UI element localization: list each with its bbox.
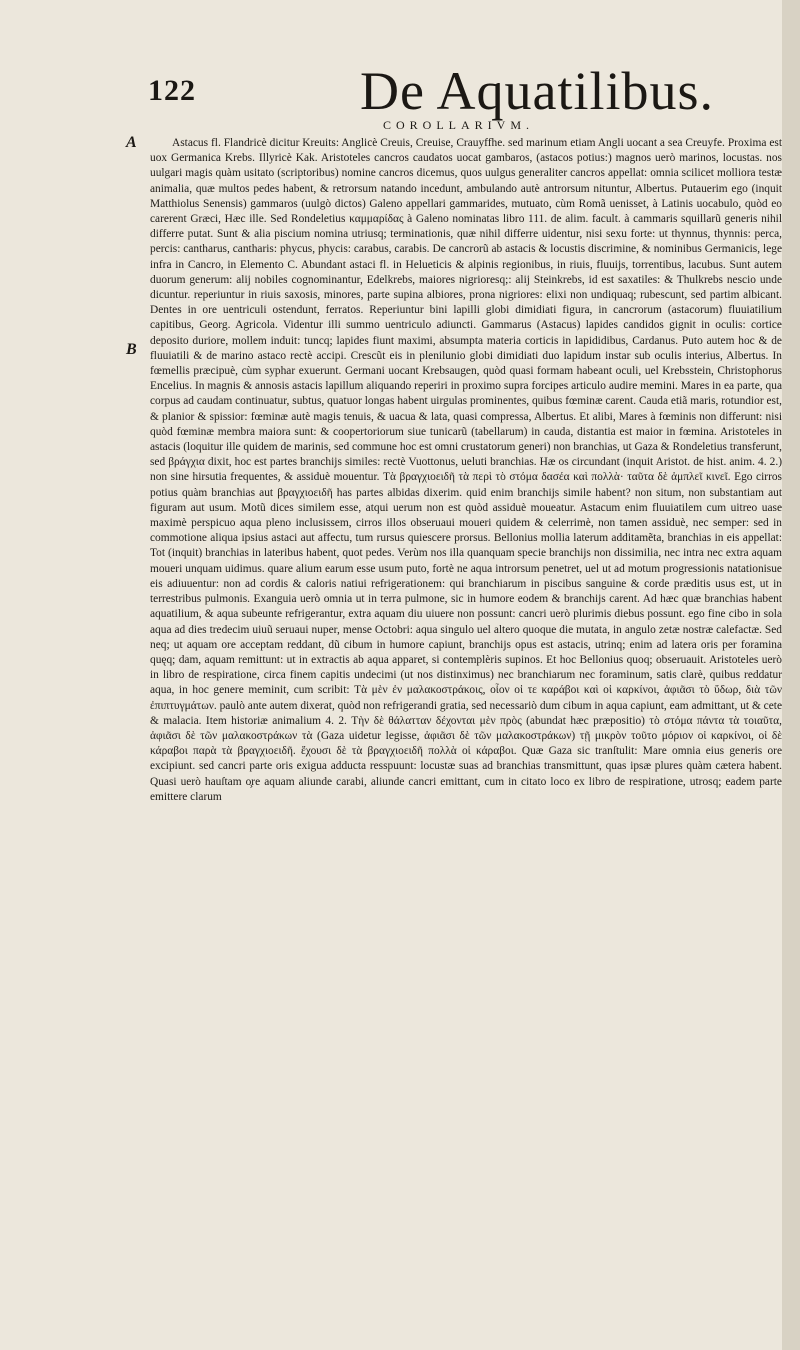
page-number: 122 <box>148 74 196 107</box>
running-head: De Aquatilibus. <box>360 61 714 121</box>
section-heading: COROLLARIVM. <box>383 118 535 132</box>
margin-letter-b: B <box>126 341 137 358</box>
margin-letter-a: A <box>126 134 137 151</box>
page-gutter <box>782 0 800 1350</box>
body-paragraph: Astacus fl. Flandricè dicitur Kreuits: Anglicè Creuis, Creuise, Crauyffhe. sed marinum etiam Angli uocant a sea Creuyfe. Proxima est uox Germanica Krebs. Illyricè Kak. Aristoteles cancros caudatos uocat gambaros, (astacos potius:) magnos uerò marinos, locustas. nos uulgari magis quàm usitato (scriptoribus) nomine cancros dicemus, quos uulgus generaliter cancros appellat: omnia scilicet molliora testæ animalia, quæ multos pedes habent, & retrorsum natando incedunt, ambulando autè antrorsum nituntur, Albertus. Putauerim ego (inquit Matthiolus Senensis) gammaros (uulgò dictos) Galeno appellari gammarides, mutuato, cùm Romã uenisset, à Latinis uocabulo, quòd eo carerent Græci, Hæc ille. Sed Rondeletius καμμαρίδας à Galeno nominatas libro 111. de alim. facult. à cammaris squillarũ generis nihil differre putat. Sunt & alia piscium nomina utriusq; terminationis, quæ nihil differre uidentur, nisi sexu forte: ut thynnus, thynnis: perca, percis: cantharus, cantharis: phycus, phycis: carabus, carabis. De cancrorũ ab astacis & locustis discrimine, & nominibus Germanicis, lege infra in Cancro, in Elemento C. Abundant astaci fl. in Helueticis & alpinis regionibus, in riuis, fluuijs, torrentibus, lacubus. Sunt autem duorum generum: alij nobiles cognominantur, Edelkrebs, maiores nigrioresq;: alij Steinkrebs, id est saxatiles: & Thulkrebs nescio unde dicuntur. reperiuntur in riuis saxosis, minores, parte supina albiores, prona nigriores: elixi non undiquaq; rubescunt, sed partim albicant. Dentes in ore uentriculi ostendunt, ferratos. Reperiuntur bini lapilli globi dimidiati figura, in cancrorum (astacorum) fluuiatilium capitibus, Georg. Agricola. Videntur illi summo uentriculo adiuncti. Gammarus (Astacus) lapides candidos gignit in oculis: cortice deposito duriore, mollem induit: tuncq; lapides fiunt maximi, absumpta materia corticis in lapididibus, Cardanus. Puto autem hoc & de fluuiatili & de marino astaco rectè accipi. Crescũt eis in plenilunio globi dimidiati duo lapidum instar sub oculis interius, Albertus. In fœmellis præcipuè, cùm syphar exuerunt. Germani uocant Krebsaugen, quòd quasi formam habeant oculi, uel Krebsstein, Christophorus Encelius. In magnis & annosis astacis lapillum aliquando reperiri in proximo supra forcipes articulo audire memini. Mares in ea parte, qua corpus ad caudam continuatur, subtus, quatuor longas habent uirgulas prominentes, quibus fœminæ carent. Cauda etiã maris, rotundior est, & planior & spissior: fœminæ autè magis tenuis, & uacua & lata, quasi compressa, Albertus. Et alibi, Mares à fœminis non differunt: nisi quòd fœminæ membra maiora sunt: & coopertoriorum siue tunicarũ (tabellarum) in cauda, distantia est maior in fœmina. Aristoteles in astacis (loquitur ille quidem de marinis, sed commune hoc est omni crustatorum generi) non branchias, ut Gaza & Rondeletius transferunt, sed βράγχια dixit, hoc est partes branchijs similes: rectè Vuottonus, ueluti branchias. Hæ os circundant (inquit Aristot. de hist. anim. 4. 2.) non sine hirsutia frequentes, & assiduè mouentur. Τὰ βραγχιοειδῆ τὰ περὶ τὸ στόμα δασέα καὶ πολλὰ· ταῦτα δὲ ἀμπλεῖ κινεῖ. Ego cirros potius quàm branchias aut βραγχιοειδῆ has partes albidas dixerim. quid enim branchijs simile habent? non situm, non substantiam aut figuram aut usum. Motũ dices similem esse, atqui uerum non est quòd assiduè moueatur. Astacum enim fluuiatilem cum uitreo uase maximè perspicuo aqua pleno inclusissem, cirros illos obseruaui moueri quidem & celerrimè, non tamen assiduè, nec semper: sed in commotione aliqua ipsius astaci aut affectu, tum rursus quiescere prorsus. Bellonius mollia laterum additamẽta, branchias in eis appellat: Tot (inquit) branchias in lateribus habent, quot pedes. Verùm nos illa quanquam specie branchijs non dissimilia, nec intra nec extra aquam moueri unquam uidimus. quare alium earum esse usum puto, fortè ne aqua introrsum penetret, uel ut ad motum progressionis natationisue eis adiuuentur: non ad cordis & caloris natiui refrigerationem: qui branchiarum in piscibus sanguine & corde præditis usus est, ut in terrestribus pulmonis. Exanguia uerò omnia ut in terra pulmone, sic in humore eodem & branchijs carent. Ad hæc quæ branchias habent aquatilium, & aqua subeunte refrigerantur, extra aquam diu uiuere non possunt: cancri uerò plurimis diebus possunt. ego fine cibo in sola aqua ad dies tredecim uiuũ seruaui nuper, mense Octobri: aqua singulo uel altero quoque die mutata, in angulo zetæ nostræ calefactæ. Sed neq; ut aquam ore acceptam reddant, dũ cibum in humore capiunt, branchijs opus est astacis, utrinq; enim ad latera oris per foramina quęq; dam, aquam remittunt: ut in extractis ab aqua apparet, si contemplèris supinos. Et hoc Bellonius quoq; obseruauit. Aristoteles uerò in libro de respiratione, circa finem capitis undecimi (ut nos distinximus) nec branchiarum nec foraminum, satis clarè, quibus reddatur aqua, in hoc genere meminit, cum scribit: Τὰ μὲν ἐν μαλακοστράκοις, οἷον οἱ τε καράβοι καὶ οἱ καρκίνοι, ἀφιᾶσι τὸ ὕδωρ, διὰ τῶν ἐπιπτυγμάτων. paulò ante autem dixerat, quòd non refrigerandi gratia, sed necessariò dum cibum in aqua capiunt, eam admittant, ut & cete & malacia. Item historiæ animalium 4. 2. Τὴν δὲ θάλατταν δέχονται μὲν πρὸς (abundat hæc præpositio) τὸ στόμα πάντα τὰ τοιαῦτα, ἀφιᾶσι δὲ τῶν μαλακοστράκων τὰ (Gaza uidetur legisse, ἀφιᾶσι δὲ τῶν μαλακοστράκων) τῇ μικρὸν τοῦτο μόριον οἱ καρκίνοι, οἱ δὲ κάραβοι παρὰ τὰ βραγχιοειδῆ. ἔχουσι δὲ τὰ βραγχιοειδῆ πολλὰ οἱ κάραβοι. Quæ Gaza sic tranſtulit: Mare omnia eius generis ore excipiunt. sed cancri parte oris exigua adducta resspuunt: locustæ suas ad branchias transmittunt, quas ipsæ plures quàm cætera habent. Quasi uerò hauſtam o̧re aquam aliunde carabi, aliunde cancri emittant, cum in citato loco ex libro de respiratione, utrosq; eadem parte emittere clarum <box>150 137 782 803</box>
